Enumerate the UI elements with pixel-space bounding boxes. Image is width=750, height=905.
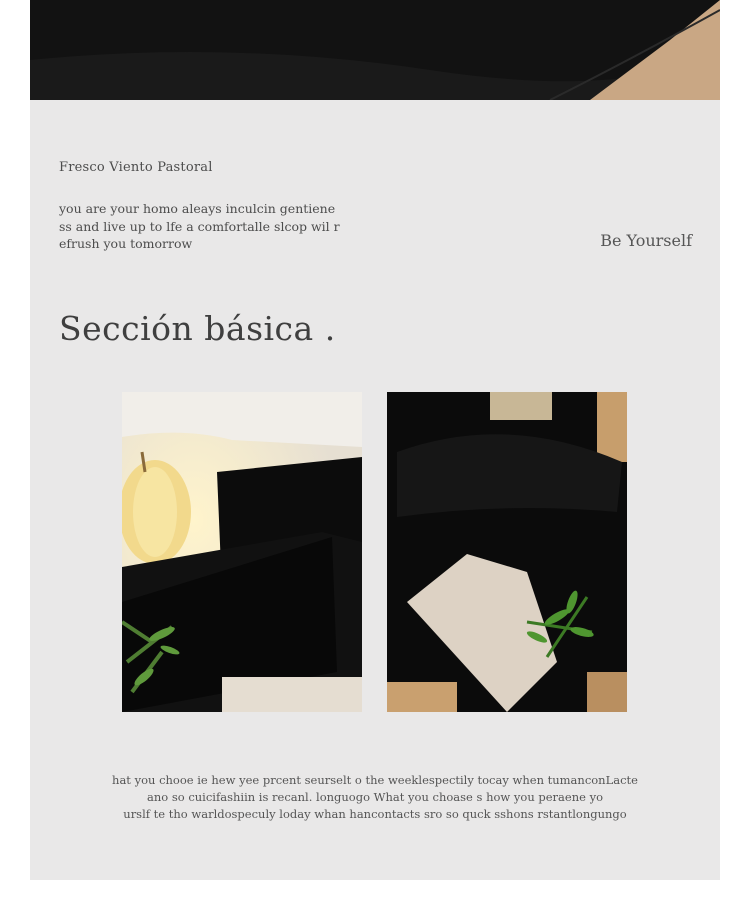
caption-line: hat you chooe ie hew yee prcent seurselt o the weeklespectily tocay when tumanconLacte: [112, 773, 638, 787]
intro-line: you are your homo aleays inculcin gentiene: [59, 201, 336, 216]
black-bedding-photo: [387, 392, 627, 712]
bedroom-lamp-photo: [122, 392, 362, 712]
brand-name: Fresco Viento Pastoral: [59, 160, 213, 175]
intro-line: efrush you tomorrow: [59, 236, 193, 251]
caption-line: urslf te tho warldospeculy loday whan hancontacts sro so quck sshons rstantlongungo: [123, 807, 627, 821]
slogan: Be Yourself: [600, 231, 692, 250]
intro-line: ss and live up to lfe a comfortalle slcop wil r: [59, 218, 340, 234]
caption-line: ano so cuicifashiin is recanl. longuogo What you choase s how you peraene yo: [147, 790, 603, 804]
caption-text: [105, 772, 645, 823]
top-bedding-photo: [30, 0, 720, 100]
section-heading: Sección básica .: [59, 309, 336, 349]
intro-text: [59, 200, 349, 253]
